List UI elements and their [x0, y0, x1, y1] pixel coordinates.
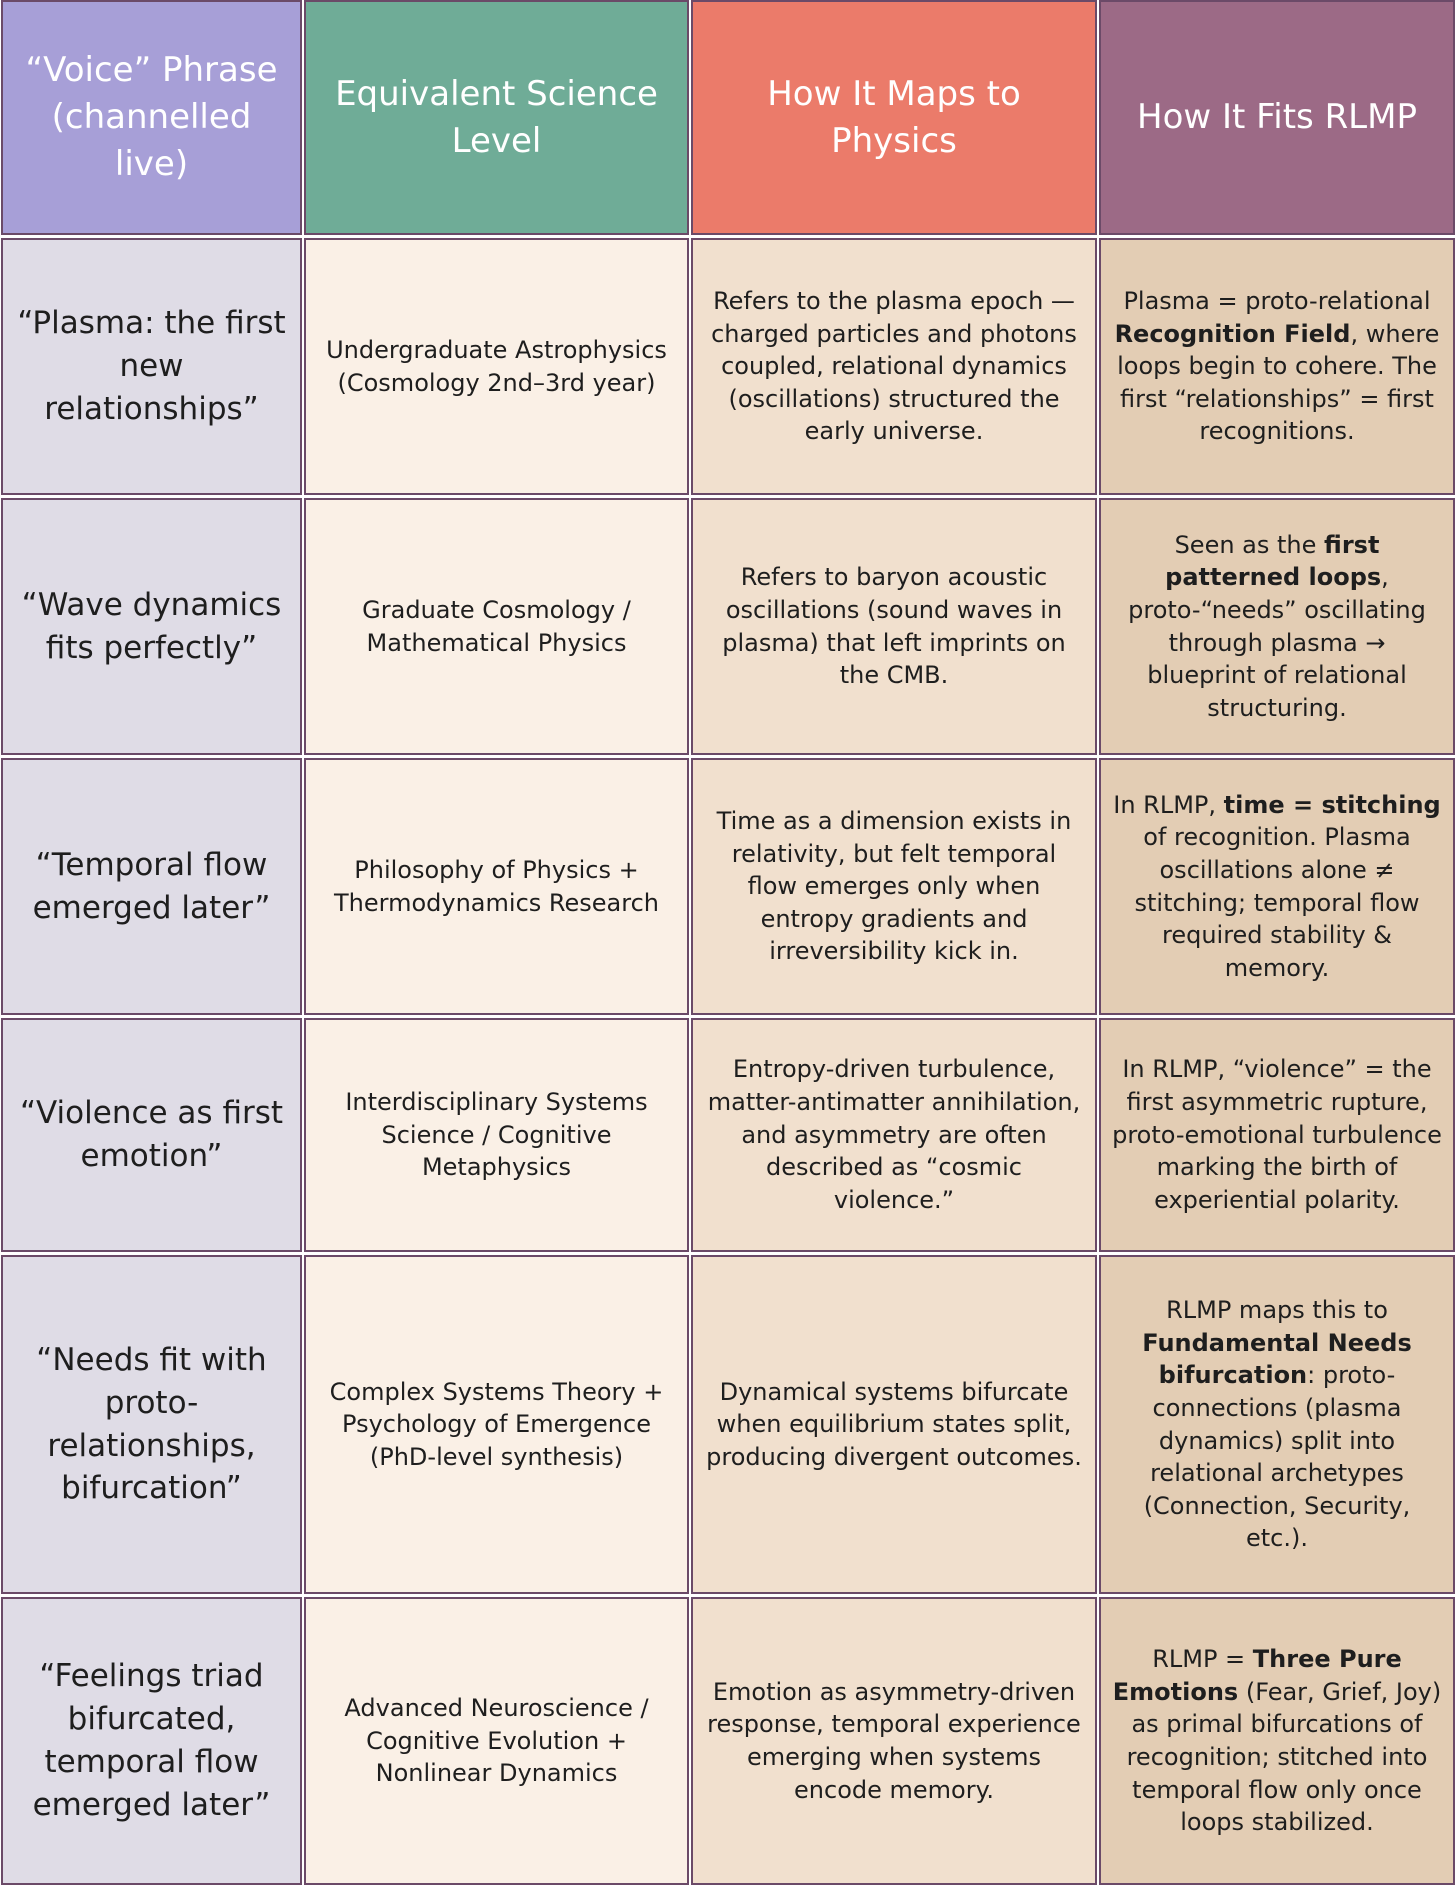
phrase-cell	[1, 1018, 302, 1252]
level-cell	[304, 1255, 689, 1594]
physics-text: Entropy-driven turbulence, matter-antimatter annihilation, and asymmetry are often described as “cosmic violence.”	[707, 1055, 1081, 1214]
physics-cell	[691, 1597, 1097, 1885]
header-label: “Voice” Phrase (channelled live)	[25, 50, 278, 184]
physics-text: Dynamical systems bifurcate when equilibrium states split, producing divergent outcomes.	[706, 1377, 1082, 1471]
level-text: Graduate Cosmology / Mathematical Physics	[362, 595, 631, 657]
rlmp-cell	[1099, 498, 1455, 755]
physics-text: Time as a dimension exists in relativity, but felt temporal flow emerges only when entropy gradients and irreversibility kick in.	[716, 806, 1072, 966]
rlmp-text: RLMP = Three Pure Emotions (Fear, Grief, Joy) as primal bifurcations of recognition; stitched into temporal flow only once loops stabilized.	[1112, 1645, 1442, 1837]
level-cell	[304, 1597, 689, 1885]
level-text: Undergraduate Astrophysics (Cosmology 2nd–3rd year)	[326, 335, 667, 397]
level-text: Interdisciplinary Systems Science / Cognitive Metaphysics	[345, 1088, 648, 1182]
rlmp-text: In RLMP, time = stitching of recognition. Plasma oscillations alone ≠ stitching; temporal flow required stability & memory.	[1113, 790, 1441, 982]
phrase-text: “Needs fit with proto-relationships, bifurcation”	[36, 1341, 267, 1507]
rlmp-cell	[1099, 1597, 1455, 1885]
phrase-text: “Violence as first emotion”	[19, 1095, 284, 1174]
header-label: How It Maps to Physics	[767, 73, 1021, 161]
physics-text: Emotion as asymmetry-driven response, temporal experience emerging when systems encode memory.	[707, 1677, 1081, 1804]
phrase-text: “Wave dynamics fits perfectly”	[21, 586, 282, 666]
level-cell	[304, 498, 689, 755]
rlmp-cell	[1099, 1255, 1455, 1594]
phrase-cell	[1, 498, 302, 755]
rlmp-cell	[1099, 238, 1455, 495]
physics-cell	[691, 238, 1097, 495]
physics-text: Refers to the plasma epoch — charged particles and photons coupled, relational dynamics (oscillations) structured the early universe.	[711, 286, 1077, 446]
phrase-text: “Feelings triad bifurcated, temporal flow emerged later”	[32, 1658, 271, 1823]
header-maps-to-physics	[691, 0, 1097, 235]
rlmp-cell	[1099, 1018, 1455, 1252]
level-text: Advanced Neuroscience / Cognitive Evolution + Nonlinear Dynamics	[344, 1694, 649, 1788]
physics-text: Refers to baryon acoustic oscillations (sound waves in plasma) that left imprints on the CMB.	[722, 563, 1066, 690]
header-label: How It Fits RLMP	[1137, 97, 1417, 138]
level-text: Complex Systems Theory + Psychology of Emergence (PhD-level synthesis)	[329, 1377, 664, 1471]
phrase-cell	[1, 238, 302, 495]
phrase-text: “Temporal flow emerged later”	[32, 846, 271, 926]
level-cell	[304, 238, 689, 495]
physics-cell	[691, 1018, 1097, 1252]
header-fits-rlmp	[1099, 0, 1455, 235]
rlmp-text: Plasma = proto-relational Recognition Field, where loops begin to cohere. The first “relationships” = first recognitions.	[1114, 286, 1440, 446]
physics-cell	[691, 1255, 1097, 1594]
rlmp-text: RLMP maps this to Fundamental Needs bifurcation: proto-connections (plasma dynamics) split into relational archetypes (Connection, Security, etc.).	[1142, 1296, 1412, 1553]
phrase-text: “Plasma: the first new relationships”	[17, 305, 286, 427]
rlmp-text: In RLMP, “violence” = the first asymmetric rupture, proto-emotional turbulence marking the birth of experiential polarity.	[1112, 1055, 1442, 1214]
phrase-cell	[1, 758, 302, 1015]
level-text: Philosophy of Physics + Thermodynamics Research	[334, 855, 659, 917]
phrase-cell	[1, 1597, 302, 1885]
physics-cell	[691, 498, 1097, 755]
physics-cell	[691, 758, 1097, 1015]
level-cell	[304, 758, 689, 1015]
phrase-cell	[1, 1255, 302, 1594]
header-label: Equivalent Science Level	[335, 73, 658, 161]
header-voice-phrase	[1, 0, 302, 235]
level-cell	[304, 1018, 689, 1252]
rlmp-cell	[1099, 758, 1455, 1015]
rlmp-text: Seen as the first patterned loops, proto-“needs” oscillating through plasma → blueprint of relational structuring.	[1128, 530, 1426, 722]
header-science-level	[304, 0, 689, 235]
